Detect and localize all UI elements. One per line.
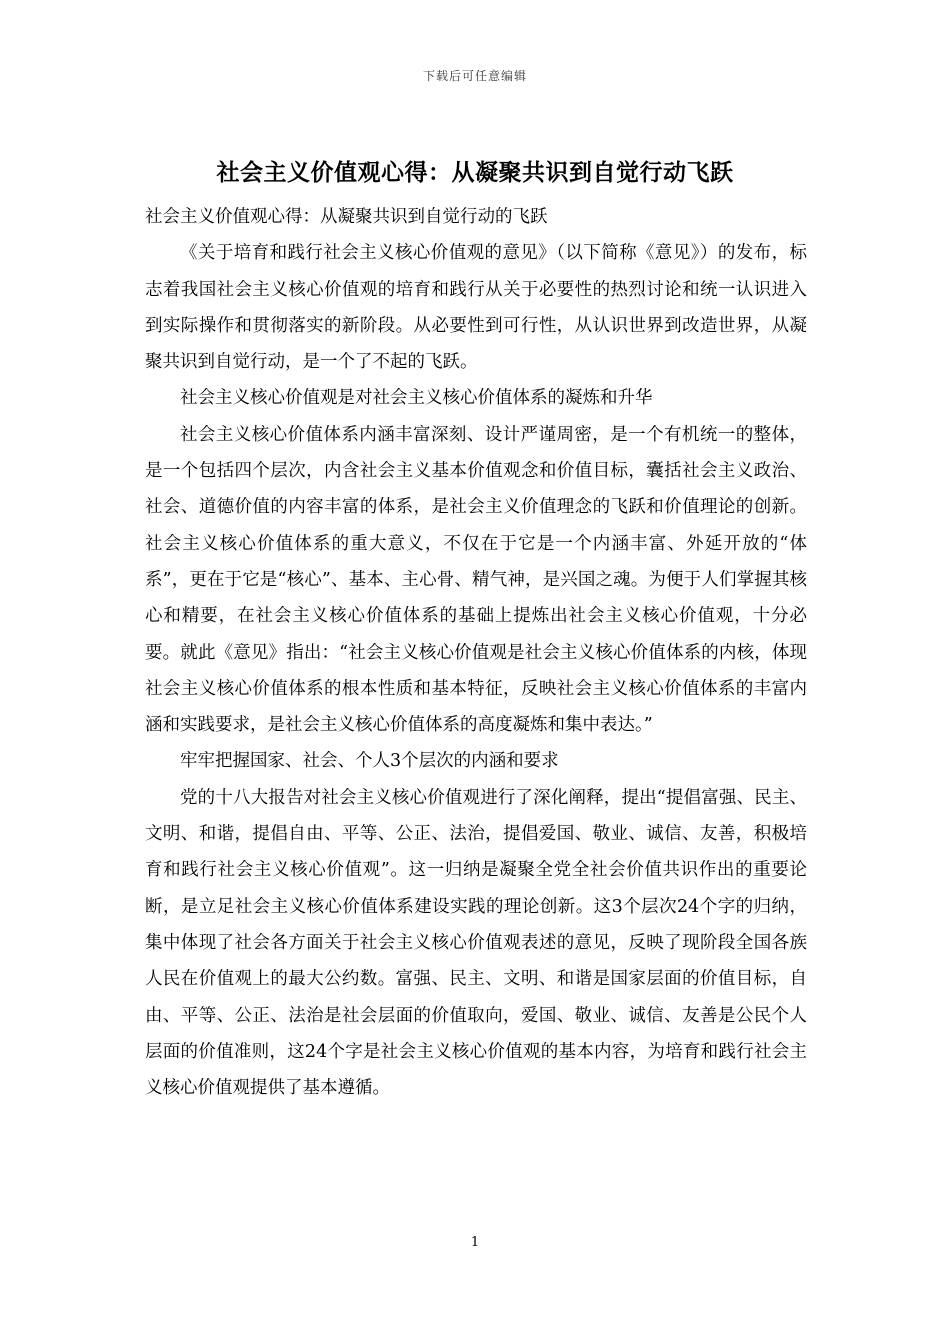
body-paragraph: 社会主义核心价值体系内涵丰富深刻、设计严谨周密，是一个有机统一的整体，是一个包括四个层次，内含社会主义基本价值观念和价值目标，囊括社会主义政治、社会、道德价值的内容丰富的体系，是社会主义价值理念的飞跃和价值理论的创新。社会主义核心价值体系的重大意义，不仅在于它是一个内涵丰富、外延开放的“体系”，更在于它是“核心”、基本、主心骨、精气神，是兴国之魂。为便于人们掌握其核心和精要，在社会主义核心价值体系的基础上提炼出社会主义核心价值观，十分必要。就此《意见》指出：“社会主义核心价值观是社会主义核心价值体系的内核，体现社会主义核心价值体系的根本性质和基本特征，反映社会主义核心价值体系的丰富内涵和实践要求，是社会主义核心价值体系的高度凝炼和集中表达。”	[145, 424, 807, 736]
section-heading: 牢牢把握国家、社会、个人3个层次的内涵和要求	[180, 751, 559, 772]
body-paragraph: 《关于培育和践行社会主义核心价值观的意见》（以下简称《意见》）的发布，标志着我国社会主义核心价值观的培育和践行从关于必要性的热烈讨论和统一认识进入到实际操作和贯彻落实的新阶段。从必要性到可行性，从认识世界到改造世界，从凝聚共识到自觉行动，是一个了不起的飞跃。	[145, 243, 807, 373]
body-paragraph: 党的十八大报告对社会主义核心价值观进行了深化阐释，提出“提倡富强、民主、文明、和谐，提倡自由、平等、公正、法治，提倡爱国、敬业、诚信、友善，积极培育和践行社会主义核心价值观”。这一归纳是凝聚全党全社会价值共识作出的重要论断，是立足社会主义核心价值体系建设实践的理论创新。这3个层次24个字的归纳，集中体现了社会各方面关于社会主义核心价值观表述的意见，反映了现阶段全国各族人民在价值观上的最大公约数。富强、民主、文明、和谐是国家层面的价值目标，自由、平等、公正、法治是社会层面的价值取向，爱国、敬业、诚信、友善是公民个人层面的价值准则，这24个字是社会主义核心价值观的基本内容，为培育和践行社会主义核心价值观提供了基本遵循。	[145, 787, 807, 1099]
page-number: 1	[470, 1235, 480, 1250]
header-note: 下载后可任意编辑	[422, 69, 527, 83]
document-title: 社会主义价值观心得：从凝聚共识到自觉行动飞跃	[216, 159, 734, 186]
document-body	[145, 199, 807, 1106]
section-heading: 社会主义核心价值观是对社会主义核心价值体系的凝炼和升华	[180, 388, 653, 409]
subtitle-paragraph: 社会主义价值观心得：从凝聚共识到自觉行动的飞跃	[145, 207, 548, 227]
